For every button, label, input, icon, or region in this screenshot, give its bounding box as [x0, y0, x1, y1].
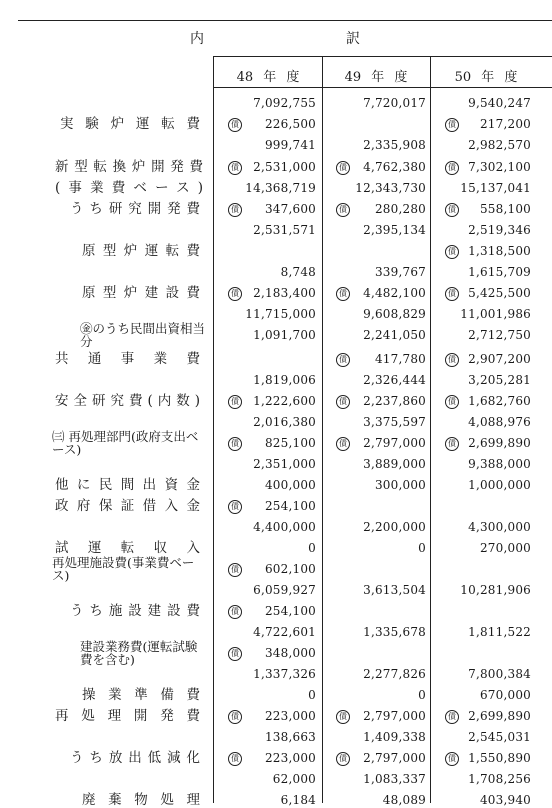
- value-cell-fy50: 7,302,100: [468, 160, 531, 174]
- value-cell-fy50: 1,550,890: [468, 751, 531, 765]
- value-cell-fy49: 2,277,826: [363, 667, 426, 681]
- value-cell-fy50: 9,540,247: [468, 96, 531, 110]
- bond-mark-icon: 債: [336, 161, 350, 175]
- row-label: 試運転収入: [55, 540, 200, 556]
- value-cell-fy49: 12,343,730: [355, 181, 426, 195]
- value-cell-fy48: 8,748: [280, 265, 316, 279]
- value-cell-fy50: 2,699,890: [468, 709, 531, 723]
- value-cell-fy48: 254,100: [264, 499, 316, 513]
- value-cell-fy48: 6,184: [280, 793, 316, 807]
- bond-mark-icon: 債: [445, 437, 459, 451]
- value-cell-fy50: 270,000: [479, 541, 531, 555]
- value-cell-fy48: 825,100: [264, 436, 316, 450]
- value-cell-fy48: 6,059,927: [253, 583, 316, 597]
- value-cell-fy50: 1,811,522: [468, 625, 531, 639]
- value-cell-fy50: 670,000: [479, 688, 531, 702]
- row-label: 建設業務費(運転試験費を含む): [80, 639, 198, 667]
- value-cell-fy50: 10,281,906: [460, 583, 531, 597]
- bond-mark-icon: 債: [445, 161, 459, 175]
- row-label: 原型炉建設費: [82, 285, 200, 301]
- bond-mark-icon: 債: [336, 752, 350, 766]
- value-cell-fy49: 2,797,000: [363, 709, 426, 723]
- bond-mark-icon: 債: [228, 287, 242, 301]
- value-cell-fy50: 11,001,986: [460, 307, 531, 321]
- value-cell-fy49: 48,089: [382, 793, 426, 807]
- value-cell-fy48: 999,741: [264, 138, 316, 152]
- value-cell-fy49: 339,767: [374, 265, 426, 279]
- row-label: ㊎のうち民間出資相当分: [80, 321, 206, 349]
- row-label: 共通事業費: [55, 351, 200, 367]
- value-cell-fy49: 4,482,100: [363, 286, 426, 300]
- row-label: 再処理施設費(事業費ベース): [52, 555, 195, 583]
- row-label: 他に民間出資金: [55, 477, 200, 493]
- bond-mark-icon: 債: [228, 500, 242, 514]
- value-cell-fy48: 0: [308, 541, 316, 555]
- row-label: 新型転換炉開発費: [55, 159, 203, 175]
- value-cell-fy48: 254,100: [264, 604, 316, 618]
- value-cell-fy48: 14,368,719: [245, 181, 316, 195]
- value-cell-fy49: 3,375,597: [363, 415, 426, 429]
- year-header-48: 48 年 度: [236, 70, 300, 85]
- bond-mark-icon: 債: [445, 118, 459, 132]
- value-cell-fy49: 3,889,000: [363, 457, 426, 471]
- bond-mark-icon: 債: [336, 710, 350, 724]
- value-cell-fy48: 7,092,755: [253, 96, 316, 110]
- value-cell-fy48: 2,531,000: [253, 160, 316, 174]
- row-label: 政府保証借入金: [55, 498, 200, 514]
- header-mid-rule: [213, 56, 552, 57]
- value-cell-fy48: 602,100: [264, 562, 316, 576]
- value-cell-fy50: 2,982,570: [468, 138, 531, 152]
- value-cell-fy48: 223,000: [264, 751, 316, 765]
- bond-mark-icon: 債: [445, 752, 459, 766]
- row-label: うち放出低減化: [70, 750, 200, 766]
- value-cell-fy49: 9,608,829: [363, 307, 426, 321]
- value-cell-fy50: 2,712,750: [468, 328, 531, 342]
- value-cell-fy49: 2,326,444: [363, 373, 426, 387]
- bond-mark-icon: 債: [336, 353, 350, 367]
- value-cell-fy49: 2,335,908: [363, 138, 426, 152]
- bond-mark-icon: 債: [445, 203, 459, 217]
- value-cell-fy50: 3,205,281: [468, 373, 531, 387]
- bond-mark-icon: 債: [228, 752, 242, 766]
- value-cell-fy48: 226,500: [264, 117, 316, 131]
- header-label-uchi: 内: [190, 31, 205, 47]
- value-cell-fy49: 300,000: [374, 478, 426, 492]
- value-cell-fy50: 2,545,031: [468, 730, 531, 744]
- value-cell-fy49: 1,409,338: [363, 730, 426, 744]
- value-cell-fy49: 7,720,017: [363, 96, 426, 110]
- bond-mark-icon: 債: [228, 118, 242, 132]
- header-label-wake: 訳: [346, 31, 361, 47]
- value-cell-fy48: 0: [308, 688, 316, 702]
- header-bottom-rule: [213, 87, 552, 88]
- value-cell-fy48: 2,531,571: [253, 223, 316, 237]
- row-label: 廃棄物処理: [82, 792, 200, 808]
- value-cell-fy49: 2,797,000: [363, 751, 426, 765]
- value-cell-fy49: 2,237,860: [363, 394, 426, 408]
- row-label: うち施設建設費: [70, 603, 200, 619]
- value-cell-fy50: 1,708,256: [468, 772, 531, 786]
- value-cell-fy50: 5,425,500: [468, 286, 531, 300]
- value-cell-fy49: 2,395,134: [363, 223, 426, 237]
- value-cell-fy50: 2,699,890: [468, 436, 531, 450]
- value-cell-fy50: 7,800,384: [468, 667, 531, 681]
- value-cell-fy49: 4,762,380: [363, 160, 426, 174]
- value-cell-fy49: 3,613,504: [363, 583, 426, 597]
- value-cell-fy49: 1,335,678: [363, 625, 426, 639]
- value-cell-fy48: 138,663: [264, 730, 316, 744]
- value-cell-fy50: 15,137,041: [460, 181, 531, 195]
- row-label: 操業準備費: [82, 687, 200, 703]
- year-header-49: 49 年 度: [344, 70, 408, 85]
- value-cell-fy48: 4,400,000: [253, 520, 316, 534]
- value-cell-fy49: 2,200,000: [363, 520, 426, 534]
- value-cell-fy48: 400,000: [264, 478, 316, 492]
- column-rule-1: [213, 56, 214, 803]
- bond-mark-icon: 債: [228, 395, 242, 409]
- value-cell-fy48: 1,222,600: [253, 394, 316, 408]
- row-label: 実験炉運転費: [60, 116, 200, 132]
- bond-mark-icon: 債: [445, 710, 459, 724]
- bond-mark-icon: 債: [228, 161, 242, 175]
- bond-mark-icon: 債: [336, 395, 350, 409]
- bond-mark-icon: 債: [228, 605, 242, 619]
- column-rule-2: [322, 56, 323, 803]
- value-cell-fy50: 1,000,000: [468, 478, 531, 492]
- bond-mark-icon: 債: [445, 395, 459, 409]
- value-cell-fy48: 62,000: [272, 772, 316, 786]
- bond-mark-icon: 債: [228, 203, 242, 217]
- value-cell-fy49: 1,083,337: [363, 772, 426, 786]
- value-cell-fy50: 1,615,709: [468, 265, 531, 279]
- value-cell-fy50: 4,088,976: [468, 415, 531, 429]
- value-cell-fy49: 2,797,000: [363, 436, 426, 450]
- value-cell-fy48: 4,722,601: [253, 625, 316, 639]
- value-cell-fy50: 1,682,760: [468, 394, 531, 408]
- value-cell-fy48: 2,016,380: [253, 415, 316, 429]
- value-cell-fy49: 280,280: [374, 202, 426, 216]
- value-cell-fy50: 9,388,000: [468, 457, 531, 471]
- row-label: 再処理開発費: [55, 708, 200, 724]
- bond-mark-icon: 債: [445, 245, 459, 259]
- bond-mark-icon: 債: [336, 437, 350, 451]
- value-cell-fy48: 347,600: [264, 202, 316, 216]
- value-cell-fy49: 2,241,050: [363, 328, 426, 342]
- bond-mark-icon: 債: [228, 710, 242, 724]
- value-cell-fy50: 217,200: [479, 117, 531, 131]
- top-rule: [18, 20, 552, 21]
- value-cell-fy48: 1,337,326: [253, 667, 316, 681]
- year-header-50: 50 年 度: [454, 70, 518, 85]
- bond-mark-icon: 債: [336, 287, 350, 301]
- row-label: ㈢ 再処理部門(政府支出ベース): [52, 429, 199, 457]
- value-cell-fy48: 223,000: [264, 709, 316, 723]
- row-label: (事業費ベース): [55, 180, 203, 196]
- value-cell-fy49: 0: [418, 541, 426, 555]
- row-label: 原型炉運転費: [82, 243, 200, 259]
- value-cell-fy50: 2,907,200: [468, 352, 531, 366]
- column-rule-3: [430, 56, 431, 803]
- value-cell-fy48: 1,819,006: [253, 373, 316, 387]
- row-label: 安全研究費(内数): [55, 393, 200, 409]
- bond-mark-icon: 債: [228, 437, 242, 451]
- bond-mark-icon: 債: [336, 203, 350, 217]
- bond-mark-icon: 債: [228, 563, 242, 577]
- row-label: うち研究開発費: [70, 201, 200, 217]
- value-cell-fy48: 1,091,700: [253, 328, 316, 342]
- value-cell-fy48: 2,351,000: [253, 457, 316, 471]
- value-cell-fy48: 348,000: [264, 646, 316, 660]
- bond-mark-icon: 債: [445, 287, 459, 301]
- bond-mark-icon: 債: [228, 647, 242, 661]
- value-cell-fy50: 558,100: [479, 202, 531, 216]
- value-cell-fy49: 0: [418, 688, 426, 702]
- value-cell-fy50: 1,318,500: [468, 244, 531, 258]
- value-cell-fy50: 2,519,346: [468, 223, 531, 237]
- value-cell-fy50: 403,940: [479, 793, 531, 807]
- value-cell-fy48: 11,715,000: [245, 307, 316, 321]
- value-cell-fy49: 417,780: [374, 352, 426, 366]
- value-cell-fy48: 2,183,400: [253, 286, 316, 300]
- value-cell-fy50: 4,300,000: [468, 520, 531, 534]
- bond-mark-icon: 債: [445, 353, 459, 367]
